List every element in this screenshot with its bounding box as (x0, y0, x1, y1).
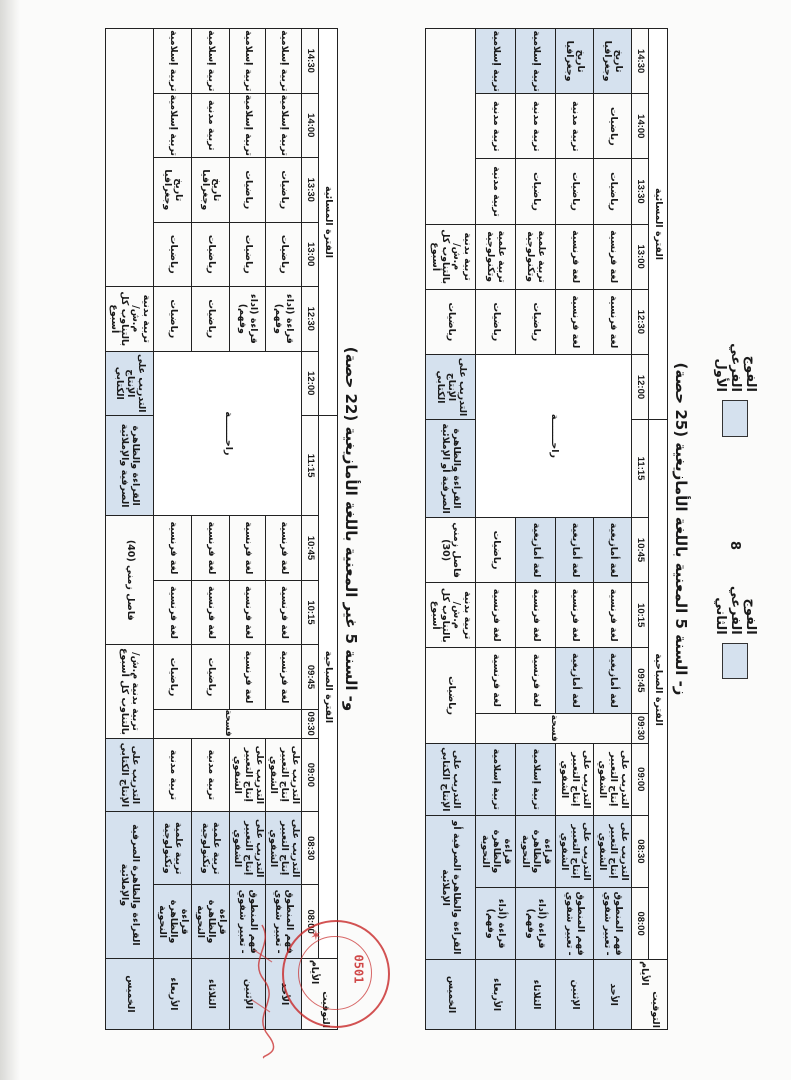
lesson-cell: لغة أمازيغية (556, 517, 594, 582)
lesson-cell: تربية إسلامية (266, 29, 302, 94)
row-tuesday (192, 29, 230, 1030)
time-cell: 09:30 (632, 713, 649, 743)
lesson-cell: تاريخ وجغرافيا (192, 158, 230, 223)
timetable-a (105, 28, 338, 1030)
rest-cell: راحـــــــة (476, 354, 632, 517)
time-cell: 11:15 (632, 420, 649, 518)
lesson-cell: لغة فرنسية (516, 648, 556, 713)
header-evening: الفترة المسائية (319, 29, 338, 416)
lesson-cell: تربية إسلامية (154, 29, 192, 94)
header-timing: التوقيت (320, 991, 332, 1028)
row-thursday (106, 29, 154, 1030)
lesson-cell: قراءة (أداء وفهم) (476, 888, 516, 960)
official-seal-stamp (282, 920, 390, 1028)
time-cell: 09:30 (302, 709, 319, 738)
lesson-cell: فهم المنطوق - تعبير شفوي (230, 885, 266, 958)
lesson-cell: رياضيات (230, 222, 266, 287)
lesson-cell: تربية إسلامية (516, 743, 556, 815)
handwritten-signature (242, 920, 282, 1060)
time-cell: 08:00 (632, 888, 649, 960)
lesson-cell: لغة فرنسية (266, 645, 302, 710)
lesson-cell: تربية إسلامية (266, 93, 302, 158)
lesson-cell: لغة أمازيغية (594, 517, 632, 582)
lesson-cell: تاريخ وجغرافيا (154, 158, 192, 223)
lesson-cell: قراءة (أداء وفهم) (516, 888, 556, 960)
lesson-cell: رياضيات (426, 289, 476, 354)
lesson-cell: لغة فرنسية (594, 224, 632, 289)
legend-label-first: الفوج الفرعي الأول (713, 343, 758, 392)
lesson-cell: تربية علمية وتكنولوجية (516, 224, 556, 289)
lesson-cell: القراءة والظاهرة الصرفية أو الإملائية (426, 420, 476, 518)
lesson-cell: فهم المنطوق - تعبير شفوي (266, 885, 302, 958)
lesson-cell: تربية علمية وتكنولوجية (154, 812, 192, 885)
empty-cell (106, 29, 154, 287)
lesson-cell: رياضيات (556, 159, 594, 224)
timetable-b-block (420, 28, 690, 1030)
lesson-cell: التدريب على الإنتاج الكتابي (106, 738, 154, 811)
seal-number: 0501 (351, 954, 366, 984)
lesson-cell: رياضيات (476, 289, 516, 354)
lesson-cell: لغة فرنسية (476, 583, 516, 648)
lesson-cell: تاريخ وجغرافيا (594, 29, 632, 94)
time-row (632, 29, 649, 1030)
day-monday: الإثنين (230, 958, 266, 1029)
lesson-cell: لغة فرنسية (154, 580, 192, 645)
lesson-cell: لغة أمازيغية (594, 648, 632, 713)
day-tuesday: الثلاثاء (516, 960, 556, 1030)
lesson-cell: تربية إسلامية (230, 29, 266, 94)
lesson-cell: لغة فرنسية (154, 516, 192, 581)
recess-cell: فسحة (154, 709, 302, 738)
lesson-cell: رياضيات (476, 517, 516, 582)
header-timing: التوقيت (650, 991, 662, 1028)
time-cell: 09:45 (302, 645, 319, 710)
time-cell: 12:30 (632, 289, 649, 354)
legend-label-second: الفوج الفرعي الثاني (713, 585, 758, 635)
lesson-cell: تربية مدنية (154, 738, 192, 811)
time-cell: 10:15 (632, 583, 649, 648)
empty-cell (426, 29, 476, 225)
lesson-cell: تربية بدنية م.ش/ بالتناوب كل أسبوع (426, 583, 476, 648)
lesson-cell: تربية علمية وتكنولوجية (192, 812, 230, 885)
lesson-cell: فاصل زمني (40) (106, 516, 154, 645)
lesson-cell: تربية مدنية (516, 94, 556, 159)
timetable-a-block (110, 28, 360, 1030)
legend-swatch-second (723, 643, 749, 679)
header-days: الأيام (639, 961, 651, 986)
row-thursday (426, 29, 476, 1030)
lesson-cell: التدريب على إنتاج التعبير الشفوي (266, 738, 302, 811)
lesson-cell: رياضيات (266, 158, 302, 223)
lesson-cell: تربية مدنية (556, 94, 594, 159)
timetable-a-title: و- السنة 5 غير المعنية باللغة الأمازيغية (22 حصة) (342, 346, 360, 712)
lesson-cell: لغة فرنسية (266, 580, 302, 645)
lesson-cell: رياضيات (516, 159, 556, 224)
lesson-cell: لغة فرنسية (594, 583, 632, 648)
lesson-cell: قراءة (اداء وفهم) (230, 287, 266, 352)
time-cell: 08:30 (302, 812, 319, 885)
lesson-cell: لغة فرنسية (556, 583, 594, 648)
lesson-cell: التدريب على الإنتاج الكتابي (426, 354, 476, 419)
lesson-cell: فاصل زمني (30) (426, 517, 476, 582)
lesson-cell: تربية إسلامية (230, 93, 266, 158)
lesson-cell: رياضيات (266, 222, 302, 287)
lesson-cell: رياضيات (192, 645, 230, 710)
lesson-cell: لغة فرنسية (516, 583, 556, 648)
row-monday (556, 29, 594, 1030)
scan-edge-shadow (0, 0, 20, 1080)
lesson-cell: التدريب على إنتاج التعبير الشفوي (230, 812, 266, 885)
time-cell: 14:00 (302, 93, 319, 158)
header-morning: الفترة الصباحية (649, 420, 668, 960)
lesson-cell: لغة فرنسية (230, 516, 266, 581)
time-cell: 14:30 (632, 29, 649, 94)
lesson-cell: قراءة والظاهرة النحوية (516, 815, 556, 887)
time-cell: 10:45 (632, 517, 649, 582)
lesson-cell: تربية مدنية (192, 93, 230, 158)
time-cell: 11:15 (302, 416, 319, 516)
header-days: الأيام (309, 959, 321, 985)
time-cell: 13:30 (302, 158, 319, 223)
day-sunday: الأحد (266, 958, 302, 1029)
time-cell: 10:45 (302, 516, 319, 581)
rest-cell: راحـــــــة (154, 351, 302, 516)
time-cell: 13:00 (632, 224, 649, 289)
page-number: 8 (727, 540, 743, 551)
header-morning: الفترة الصباحية (319, 416, 338, 959)
lesson-cell: تربية مدنية (192, 738, 230, 811)
lesson-cell: لغة فرنسية (266, 516, 302, 581)
legend-first-subgroup (713, 318, 758, 437)
header-evening: الفترة المسائية (649, 29, 668, 420)
day-wednesday: الأربعاء (154, 958, 192, 1029)
row-sunday (594, 29, 632, 1030)
lesson-cell: لغة فرنسية (556, 224, 594, 289)
lesson-cell: القراءة والظاهرة الصرفية والإملائية (106, 416, 154, 516)
legend-second-subgroup (713, 560, 758, 679)
legend-swatch-first (723, 400, 749, 437)
lesson-cell: تربية إسلامية (516, 29, 556, 94)
time-cell: 12:30 (302, 287, 319, 352)
day-wednesday: الأربعاء (476, 960, 516, 1030)
header-timing-days (632, 960, 668, 1030)
lesson-cell: لغة فرنسية (230, 580, 266, 645)
lesson-cell: لغة فرنسية (192, 516, 230, 581)
time-cell: 09:00 (302, 738, 319, 811)
lesson-cell: تربية إسلامية (154, 93, 192, 158)
lesson-cell: لغة فرنسية (476, 648, 516, 713)
lesson-cell: قراءة (اداء وفهم) (266, 287, 302, 352)
lesson-cell: لغة فرنسية (230, 645, 266, 710)
day-thursday: الخميس (426, 960, 476, 1030)
timetable-b-title: ز- السنة 5 المعنية باللغة الأمازيغية (25 حصة) (672, 362, 690, 696)
time-cell: 09:00 (632, 743, 649, 815)
lesson-cell: تربية إسلامية (476, 743, 516, 815)
lesson-cell: تربية علمية وتكنولوجية (476, 224, 516, 289)
lesson-cell: التدريب على إنتاج التعبير الشفوي (556, 743, 594, 815)
lesson-cell: رياضيات (154, 645, 192, 710)
lesson-cell: التدريب على إنتاج التعبير الشفوي (230, 738, 266, 811)
row-sunday (266, 29, 302, 1030)
lesson-cell: تاريخ وجغرافيا (556, 29, 594, 94)
lesson-cell: رياضيات (230, 158, 266, 223)
time-cell: 08:30 (632, 815, 649, 887)
lesson-cell: القراءة والظاهرة الصرفية أو الإملائية (426, 815, 476, 959)
time-cell: 12:00 (632, 354, 649, 419)
lesson-cell: لغة فرنسية (594, 289, 632, 354)
lesson-cell: التدريب على إنتاج التعبير الشفوي (594, 815, 632, 887)
day-monday: الإثنين (556, 960, 594, 1030)
lesson-cell: التدريب على الإنتاج الكتابي (426, 743, 476, 815)
recess-cell: فسحة (476, 713, 632, 743)
lesson-cell: رياضيات (192, 222, 230, 287)
lesson-cell: لغة أمازيغية (516, 517, 556, 582)
lesson-cell: تربية إسلامية (476, 29, 516, 94)
lesson-cell: قراءة والظاهرة النحوية (154, 885, 192, 958)
lesson-cell: فهم المنطوق - تعبير شفوي (556, 888, 594, 960)
lesson-cell: لغة أمازيغية (556, 648, 594, 713)
lesson-cell: التدريب على إنتاج التعبير الشفوي (556, 815, 594, 887)
lesson-cell: تربية بدنية م.ش/ بالتناوب كل أسبوع (106, 645, 154, 738)
lesson-cell: التدريب على إنتاج التعبير الشفوي (266, 812, 302, 885)
day-tuesday: الثلاثاء (192, 958, 230, 1029)
lesson-cell: التدريب على إنتاج التعبير الشفوي (594, 743, 632, 815)
timetable-b (425, 28, 668, 1030)
lesson-cell: رياضيات (192, 287, 230, 352)
lesson-cell: لغة فرنسية (556, 289, 594, 354)
lesson-cell: تربية بدنية م.ش/ بالتناوب كل أسبوع (106, 287, 154, 352)
time-cell: 14:30 (302, 29, 319, 94)
time-cell: 12:00 (302, 351, 319, 416)
row-monday (230, 29, 266, 1030)
lesson-cell: لغة فرنسية (192, 580, 230, 645)
row-wednesday (476, 29, 516, 1030)
time-cell: 13:30 (632, 159, 649, 224)
lesson-cell: رياضيات (516, 289, 556, 354)
time-cell: 09:45 (632, 648, 649, 713)
lesson-cell: رياضيات (594, 94, 632, 159)
lesson-cell: رياضيات (154, 287, 192, 352)
day-thursday: الخميس (106, 958, 154, 1029)
lesson-cell: فهم المنطوق - تعبير شفوي (594, 888, 632, 960)
lesson-cell: التدريب على الإنتاج الكتابي (106, 351, 154, 416)
time-cell: 08:00 (302, 885, 319, 958)
lesson-cell: قراءة والظاهرة النحوية (192, 885, 230, 958)
time-cell: 10:15 (302, 580, 319, 645)
lesson-cell: رياضيات (426, 648, 476, 743)
seal-star-icon: ✶ (310, 928, 322, 944)
time-cell: 14:00 (632, 94, 649, 159)
day-sunday: الأحد (594, 960, 632, 1030)
time-cell: 13:00 (302, 222, 319, 287)
row-tuesday (516, 29, 556, 1030)
lesson-cell: رياضيات (154, 222, 192, 287)
row-wednesday (154, 29, 192, 1030)
lesson-cell: تربية إسلامية (192, 29, 230, 94)
lesson-cell: رياضيات (594, 159, 632, 224)
lesson-cell: تربية مدنية (476, 159, 516, 224)
lesson-cell: تربية بدنية م.ش/ بالتناوب كل أسبوع (426, 224, 476, 289)
lesson-cell: القراءة والظاهرة الصرفية والإملائية (106, 812, 154, 959)
lesson-cell: قراءة والظاهرة النحوية (476, 815, 516, 887)
time-row (302, 29, 319, 1030)
lesson-cell: تربية مدنية (476, 94, 516, 159)
